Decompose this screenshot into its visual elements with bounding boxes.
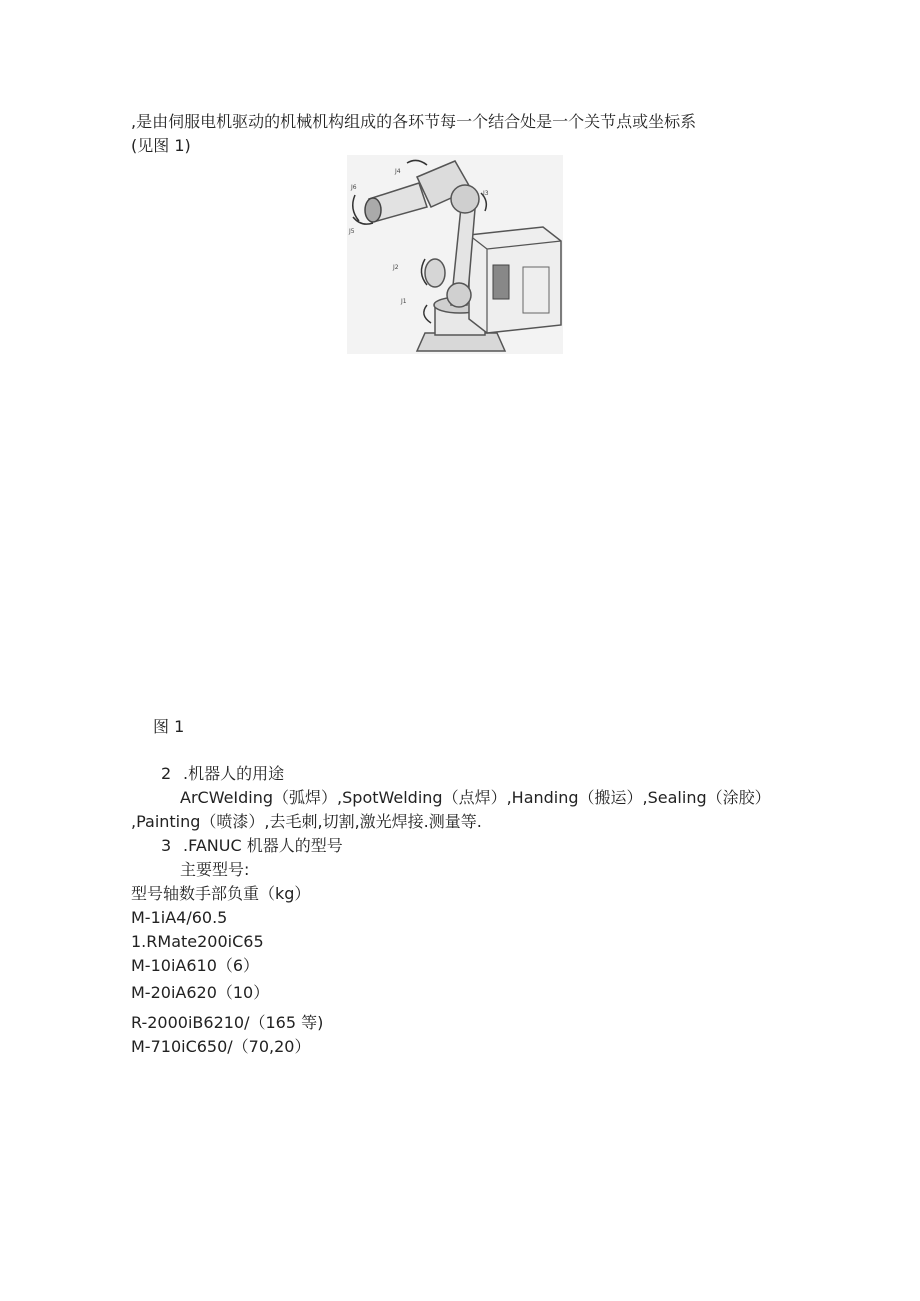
figure-caption: 图 1 bbox=[153, 717, 185, 736]
model-item: M-20iA620（10） bbox=[131, 983, 270, 1002]
model-item: M-710iC650/（70,20） bbox=[131, 1037, 311, 1056]
section-2-title: .机器人的用途 bbox=[183, 764, 285, 783]
section-2-body-line-1: ArCWeIding（弧焊）,SpotWelding（点焊）,Handing（搬运）,Sealing（涂胶） bbox=[180, 788, 771, 807]
intro-line-1: ,是由伺服电机驱动的机械机构组成的各环节每一个结合处是一个关节点或坐标系 bbox=[131, 112, 697, 131]
svg-text:J4: J4 bbox=[395, 168, 401, 175]
model-item: R-2000iB6210/（165 等) bbox=[131, 1013, 324, 1032]
svg-text:J3: J3 bbox=[483, 190, 489, 197]
model-item: M-1iA4/60.5 bbox=[131, 908, 228, 927]
svg-text:J2: J2 bbox=[393, 264, 399, 271]
model-item: 1.RMate200iC65 bbox=[131, 932, 264, 951]
model-item: M-10iA610（6） bbox=[131, 956, 260, 975]
section-3-subtitle: 主要型号: bbox=[180, 860, 250, 879]
section-2-body-line-2: ,Painting（喷漆）,去毛刺,切割,激光焊接.测量等. bbox=[131, 812, 482, 831]
robot-arm-figure bbox=[347, 155, 563, 354]
svg-text:J6: J6 bbox=[351, 184, 357, 191]
intro-line-2: (见图 1) bbox=[131, 136, 191, 155]
section-2-number: 2 bbox=[161, 764, 172, 783]
section-3-number: 3 bbox=[161, 836, 172, 855]
section-3-title: .FANUC 机器人的型号 bbox=[183, 836, 343, 855]
model-table-header: 型号轴数手部负重（kg） bbox=[131, 884, 311, 903]
svg-text:J1: J1 bbox=[401, 298, 407, 305]
svg-text:J5: J5 bbox=[349, 228, 355, 235]
